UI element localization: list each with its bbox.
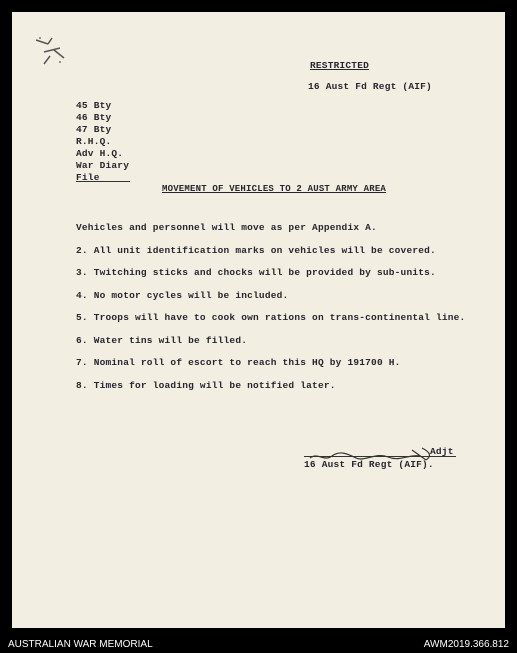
signature-unit: 16 Aust Fd Regt (AIF). [304, 459, 434, 470]
unit-header: 16 Aust Fd Regt (AIF) [308, 81, 432, 92]
order-paragraph: 5. Troops will have to cook own rations on trans-continental line. [76, 312, 466, 323]
classification-label: RESTRICTED [310, 60, 370, 71]
pencil-mark-icon [30, 30, 70, 70]
signature-title: Adjt [430, 446, 454, 457]
distribution-item: 46 Bty [76, 112, 112, 123]
footer-accession-number: AWM2019.366.812 [423, 639, 509, 650]
distribution-item: 45 Bty [76, 100, 112, 111]
distribution-item: R.H.Q. [76, 136, 112, 147]
order-paragraph: 6. Water tins will be filled. [76, 334, 248, 346]
order-paragraph: 8. Times for loading will be notified later. [76, 379, 336, 391]
document-page [12, 12, 505, 628]
orders-list [76, 217, 465, 397]
footer-institution: AUSTRALIAN WAR MEMORIAL [8, 639, 153, 650]
distribution-item: War Diary [76, 160, 130, 171]
document-heading: MOVEMENT OF VEHICLES TO 2 AUST ARMY AREA [162, 184, 387, 194]
order-paragraph: 3. Twitching sticks and chocks will be provided by sub-units. [76, 267, 436, 278]
distribution-item: Adv H.Q. [76, 148, 124, 159]
order-paragraph: 7. Nominal roll of escort to reach this HQ by 191700 H. [76, 357, 401, 368]
distribution-underline [76, 181, 130, 182]
distribution-item: File [76, 172, 100, 183]
order-paragraph: Vehicles and personnel will move as per Appendix A. [76, 222, 377, 233]
order-paragraph: 4. No motor cycles will be included. [76, 289, 289, 301]
distribution-item: 47 Bty [76, 124, 112, 135]
distribution-list [76, 100, 129, 184]
order-paragraph: 2. All unit identification marks on vehicles will be covered. [76, 244, 436, 256]
